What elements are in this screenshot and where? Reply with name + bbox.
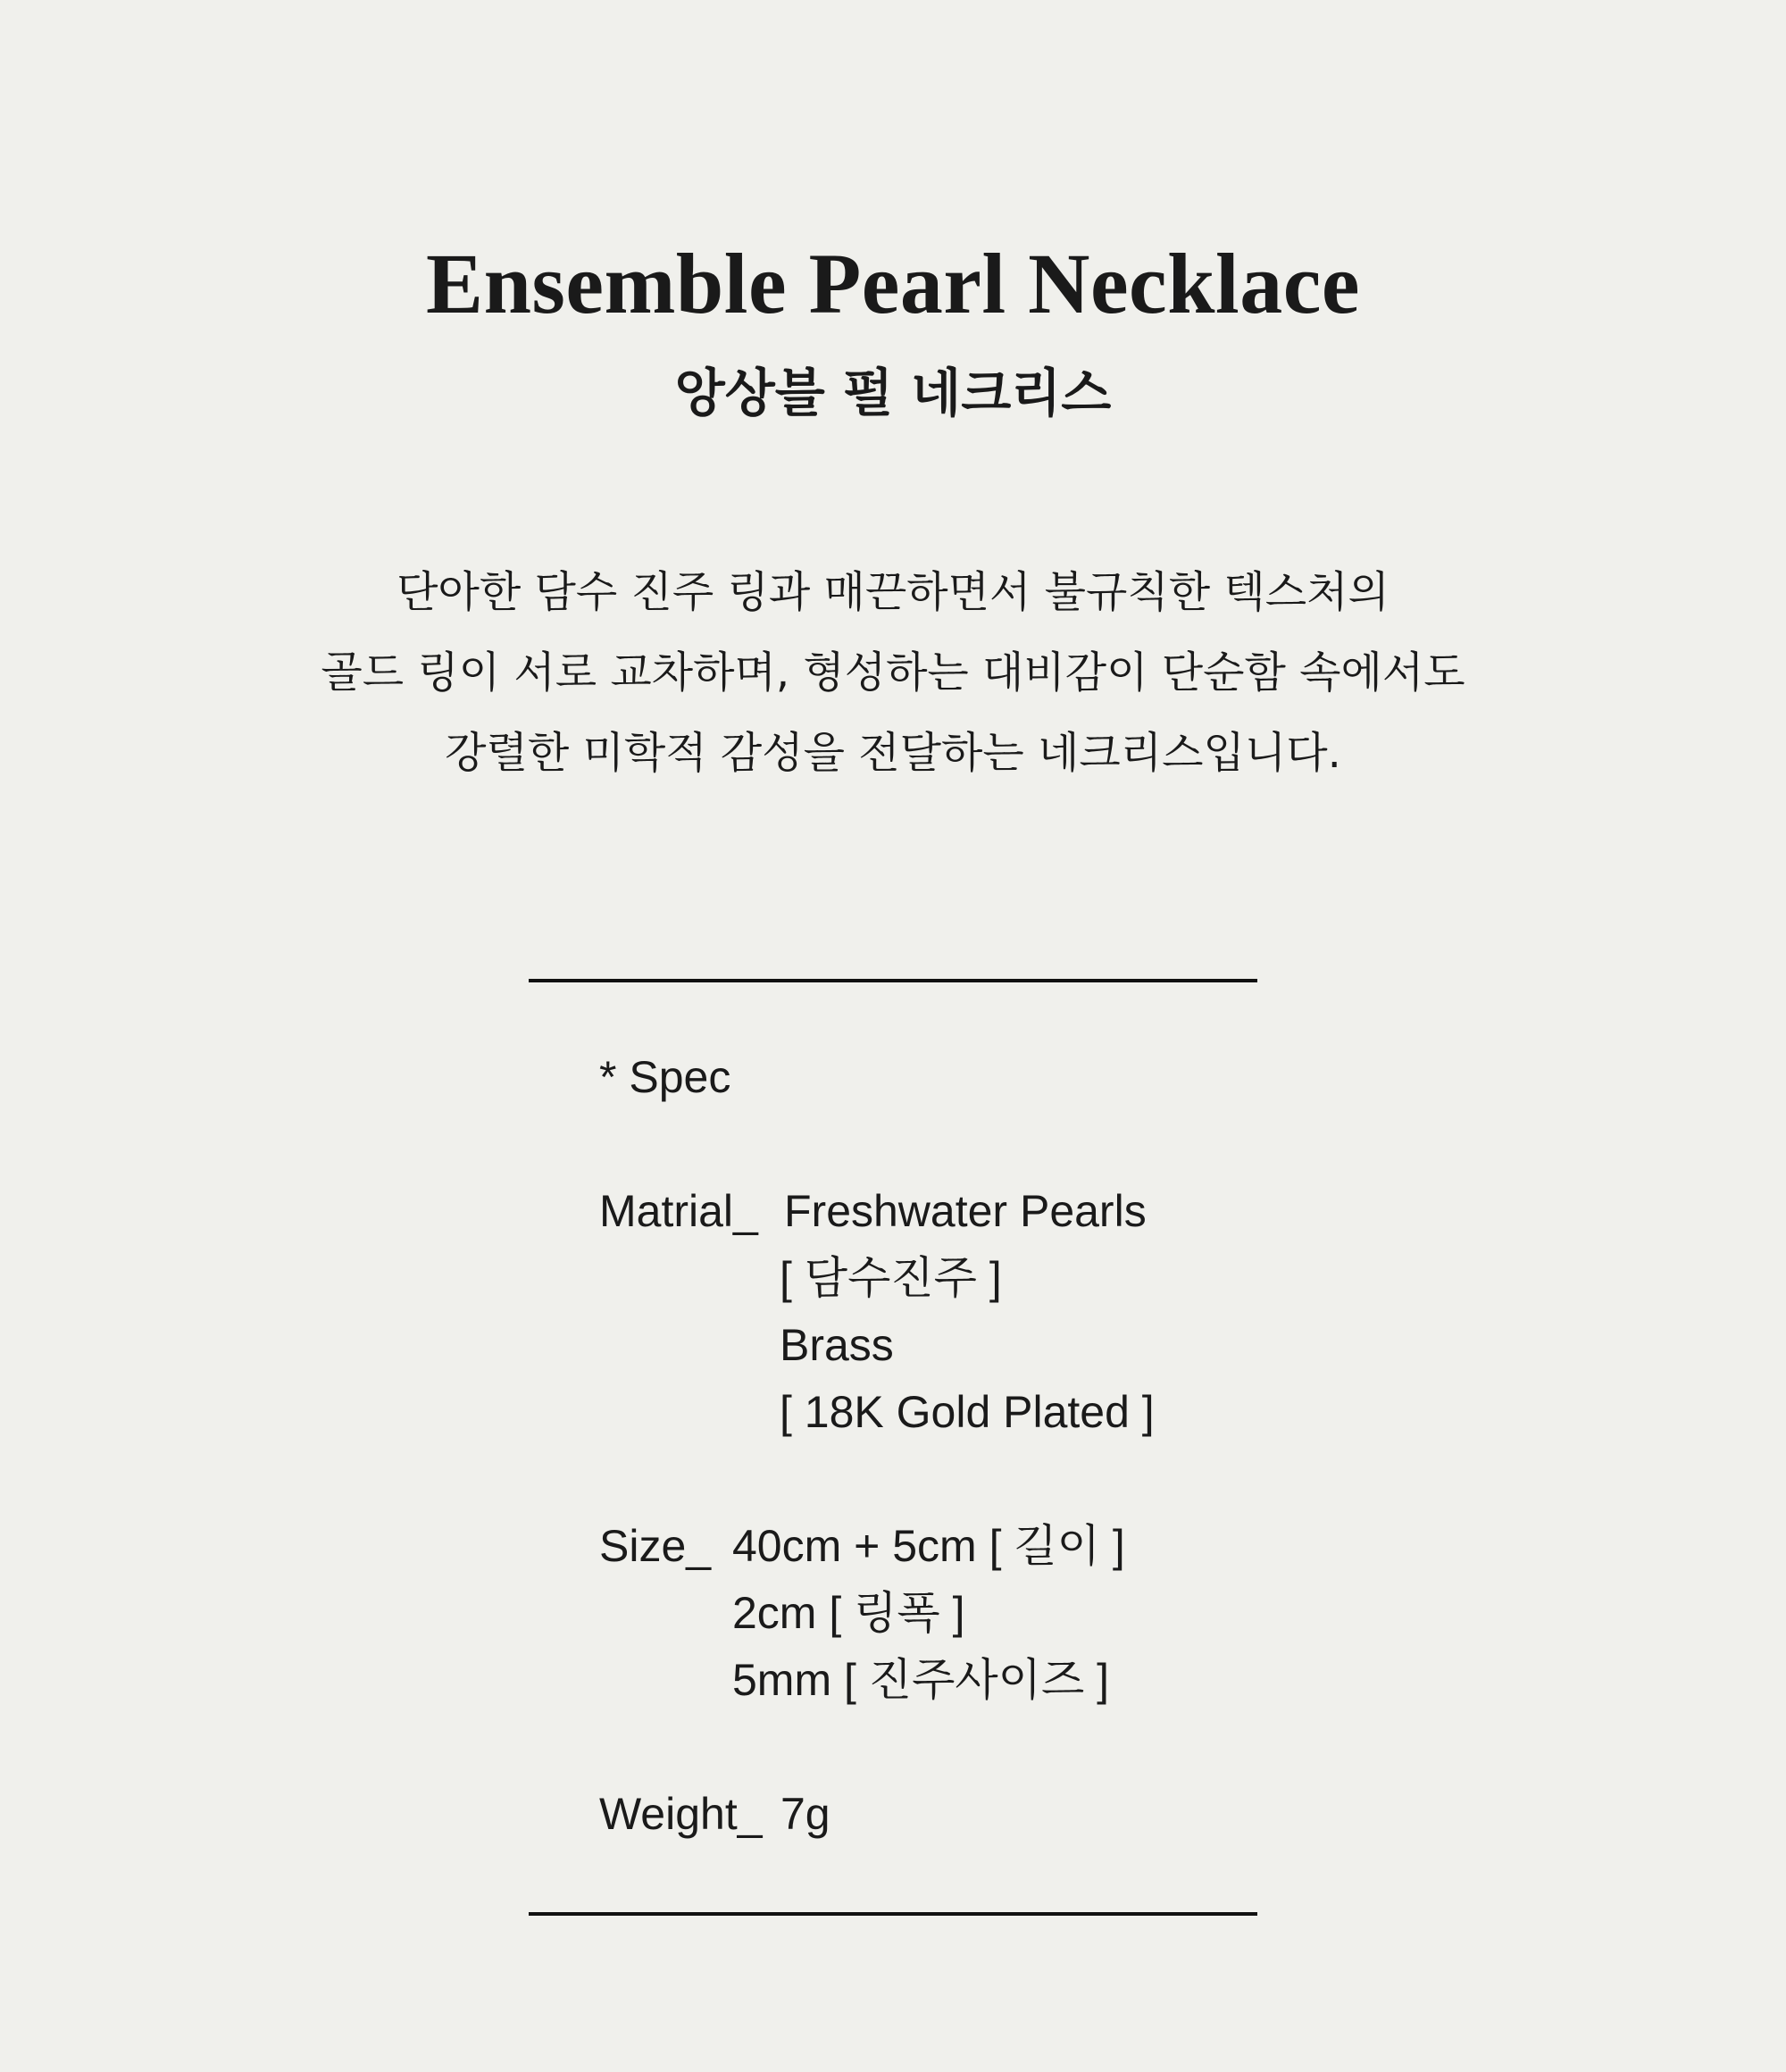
description-line: 단아한 담수 진주 링과 매끈하면서 불규칙한 텍스처의: [396, 567, 1390, 617]
spec-material-value: [ 18K Gold Plated ]: [780, 1387, 1155, 1437]
spec-size-label: Size_: [599, 1521, 712, 1571]
spec-size-value: 40cm + 5cm [ 길이 ]: [732, 1521, 1125, 1571]
product-title-korean: 앙상블 펄 네크리스: [674, 363, 1112, 423]
spec-top-divider: [529, 979, 1257, 982]
spec-size-value: 2cm [ 링폭 ]: [732, 1588, 965, 1638]
spec-heading: * Spec: [599, 1052, 731, 1102]
spec-weight-value: 7g: [780, 1789, 830, 1839]
spec-size-value: 5mm [ 진주사이즈 ]: [732, 1655, 1110, 1705]
spec-material-label: Matrial_: [599, 1186, 758, 1236]
description-line: 강렬한 미학적 감성을 전달하는 네크리스입니다.: [445, 728, 1341, 778]
product-title: Ensemble Pearl Necklace: [426, 236, 1360, 331]
spec-bottom-divider: [529, 1912, 1257, 1916]
spec-weight-label: Weight_: [599, 1789, 763, 1839]
spec-material-value: [ 담수진주 ]: [780, 1253, 1002, 1303]
product-description: [0, 552, 1786, 793]
description-line: 골드 링이 서로 교차하며, 형성하는 대비감이 단순함 속에서도: [321, 648, 1465, 698]
spec-material-value: Freshwater Pearls: [784, 1186, 1147, 1236]
spec-material-value: Brass: [780, 1320, 894, 1370]
